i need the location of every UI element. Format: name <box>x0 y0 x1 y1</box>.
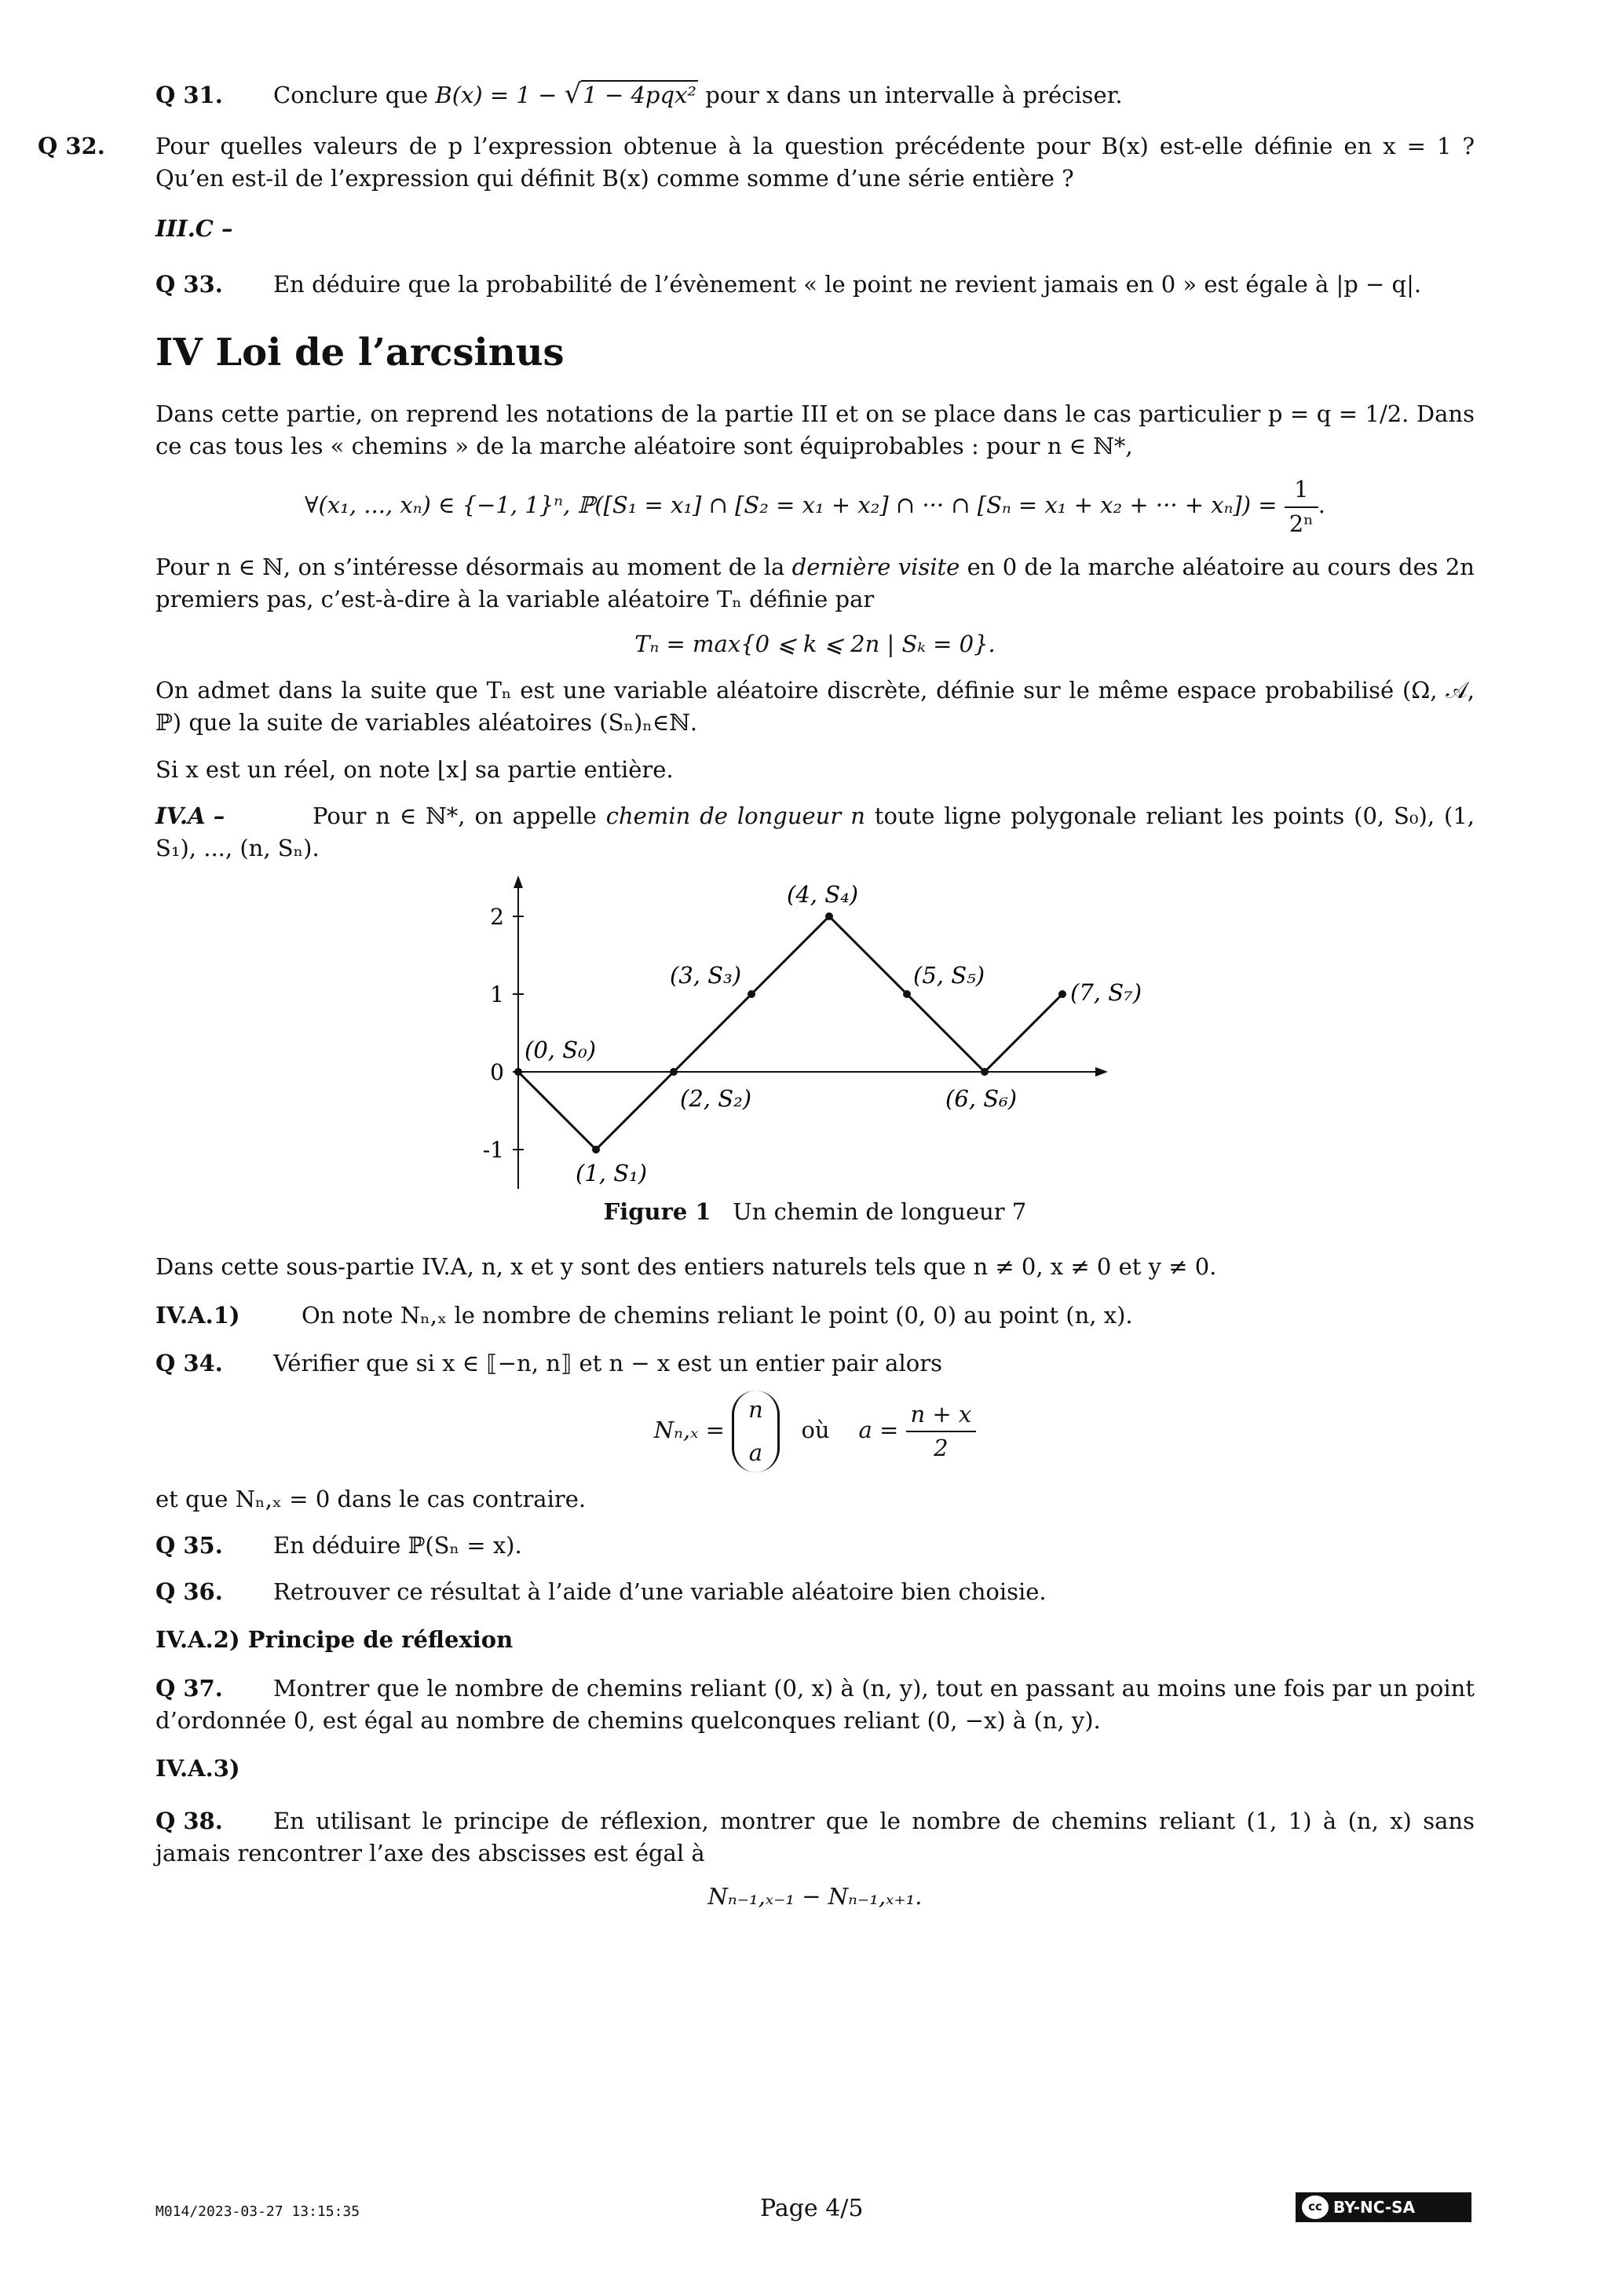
path-line <box>518 916 1062 1150</box>
point-label: (3, S₃) <box>670 962 742 989</box>
x-axis-arrow <box>1095 1067 1108 1077</box>
license-badge <box>1296 2192 1471 2222</box>
data-point <box>825 912 833 920</box>
data-point <box>981 1068 989 1076</box>
q35: Q 35. En déduire ℙ(Sₙ = x). <box>155 1532 522 1559</box>
q38-formula: Nₙ₋₁,ₓ₋₁ − Nₙ₋₁,ₓ₊₁. <box>707 1883 923 1910</box>
point-label: (1, S₁) <box>576 1160 648 1187</box>
q31: Q 31. Conclure que B(x) = 1 − √1 − 4pqx² pour x dans un intervalle à préciser. <box>155 75 1475 113</box>
y-tick-label: -1 <box>482 1137 504 1164</box>
intro-paragraph-2: Pour n ∈ ℕ, on s’intéresse désormais au moment de la dernière visite en 0 de la marche aléatoire au cours des 2n premiers pas, c’est-à-dire à la variable aléatoire Tₙ définie par <box>155 553 1475 612</box>
intro-paragraph-3: On admet dans la suite que Tₙ est une variable aléatoire discrète, définie sur le même espace probabilisé (Ω, 𝒜, ℙ) que la suite de variables aléatoires (Sₙ)ₙ∈ℕ. <box>155 677 1475 737</box>
section-title: IV Loi de l’arcsinus <box>155 330 565 375</box>
probability-formula: ∀(x₁, ..., xₙ) ∈ {−1, 1}ⁿ, ℙ([S₁ = x₁] ∩ [S₂ = x₁ + x₂] ∩ ··· ∩ [Sₙ = x₁ + x₂ + ··· + xₙ]) = $\frac{1}{\text{2ⁿ}}$ . <box>155 473 1475 539</box>
path-chart <box>155 876 1475 1190</box>
q34-after: et que Nₙ,ₓ = 0 dans le cas contraire. <box>155 1485 587 1512</box>
q32-text: Pour quelles valeurs de p l’expression obtenue à la question précédente pour B(x) est-elle définie en x = 1 ? Qu’en est-il de l’expression qui définit B(x) comme somme d’une série entière ? <box>155 133 1475 192</box>
iva1: IV.A.1) On note Nₙ,ₓ le nombre de chemins reliant le point (0, 0) au point (n, x). <box>155 1301 1133 1329</box>
iva-intro: Dans cette sous-partie IV.A, n, x et y sont des entiers naturels tels que n ≠ 0, x ≠ 0 et y ≠ 0. <box>155 1253 1217 1281</box>
subsection-iiic: III.C – <box>155 214 233 242</box>
q38: Q 38. En utilisant le principe de réflexion, montrer que le nombre de chemins reliant (1, 1) à (n, x) sans jamais rencontrer l’axe des abscisses est égal à <box>155 1808 1475 1867</box>
data-point <box>514 1068 522 1076</box>
iva2: IV.A.2) Principe de réflexion <box>155 1626 514 1654</box>
y-tick-label: 2 <box>490 904 504 930</box>
license-text: BY-NC-SA <box>1333 2197 1416 2217</box>
q36: Q 36. Retrouver ce résultat à l’aide d’une variable aléatoire bien choisie. <box>155 1578 1047 1606</box>
y-tick-label: 1 <box>490 982 504 1008</box>
point-label: (7, S₇) <box>1070 979 1142 1007</box>
page-content <box>38 75 1475 1914</box>
q34: Q 34. Vérifier que si x ∈ ⟦−n, n⟧ et n − x est un entier pair alors <box>155 1349 942 1377</box>
y-tick-label: 0 <box>490 1059 504 1086</box>
cc-icon: cc <box>1302 2195 1329 2219</box>
data-point <box>748 990 755 998</box>
q33: Q 33. En déduire que la probabilité de l’évènement « le point ne revient jamais en 0 » est égale à |p − q|. <box>155 270 1422 298</box>
page-number: Page 4/5 <box>760 2195 864 2222</box>
figure-1 <box>155 876 1475 1213</box>
q32 <box>38 130 1475 195</box>
iva-definition: IV.A – Pour n ∈ ℕ*, on appelle chemin de longueur n toute ligne polygonale reliant les points (0, S₀), (1, S₁), ..., (n, Sₙ). <box>155 802 1475 861</box>
point-label: (2, S₂) <box>680 1085 752 1113</box>
footer-timestamp: M014/2023-03-27 13:15:35 <box>155 2203 360 2220</box>
point-label: (6, S₆) <box>945 1085 1018 1113</box>
intro-paragraph-1: Dans cette partie, on reprend les notations de la partie III et on se place dans le cas particulier p = q = 1/2. Dans ce cas tous les « chemins » de la marche aléatoire sont équiprobables : pour n ∈ ℕ*, <box>155 400 1475 460</box>
data-point <box>1058 990 1066 998</box>
data-point <box>592 1146 600 1153</box>
q31-label: Q 31. <box>155 82 223 108</box>
point-label: (0, S₀) <box>525 1036 597 1064</box>
figure-caption: Figure 1 Un chemin de longueur 7 <box>603 1198 1027 1226</box>
data-point <box>903 990 911 998</box>
point-label: (4, S₄) <box>787 881 859 909</box>
point-label: (5, S₅) <box>913 962 985 989</box>
q37: Q 37. Montrer que le nombre de chemins reliant (0, x) à (n, y), tout en passant au moins une fois par un point d’ordonnée 0, est égal au nombre de chemins quelconques reliant (0, −x) à (n, y). <box>155 1674 1475 1734</box>
intro-paragraph-4: Si x est un réel, on note ⌊x⌋ sa partie entière. <box>155 755 674 783</box>
q32-label: Q 32. <box>38 133 105 160</box>
iva3: IV.A.3) <box>155 1754 240 1782</box>
y-axis-arrow <box>514 876 523 888</box>
tn-formula: Tₙ = max{0 ⩽ k ⩽ 2n | Sₖ = 0}. <box>634 631 996 658</box>
binomial-formula: Nₙ,ₓ = n a où a = $\frac{n + x}{2}$ <box>155 1391 1475 1472</box>
data-point <box>670 1068 678 1076</box>
